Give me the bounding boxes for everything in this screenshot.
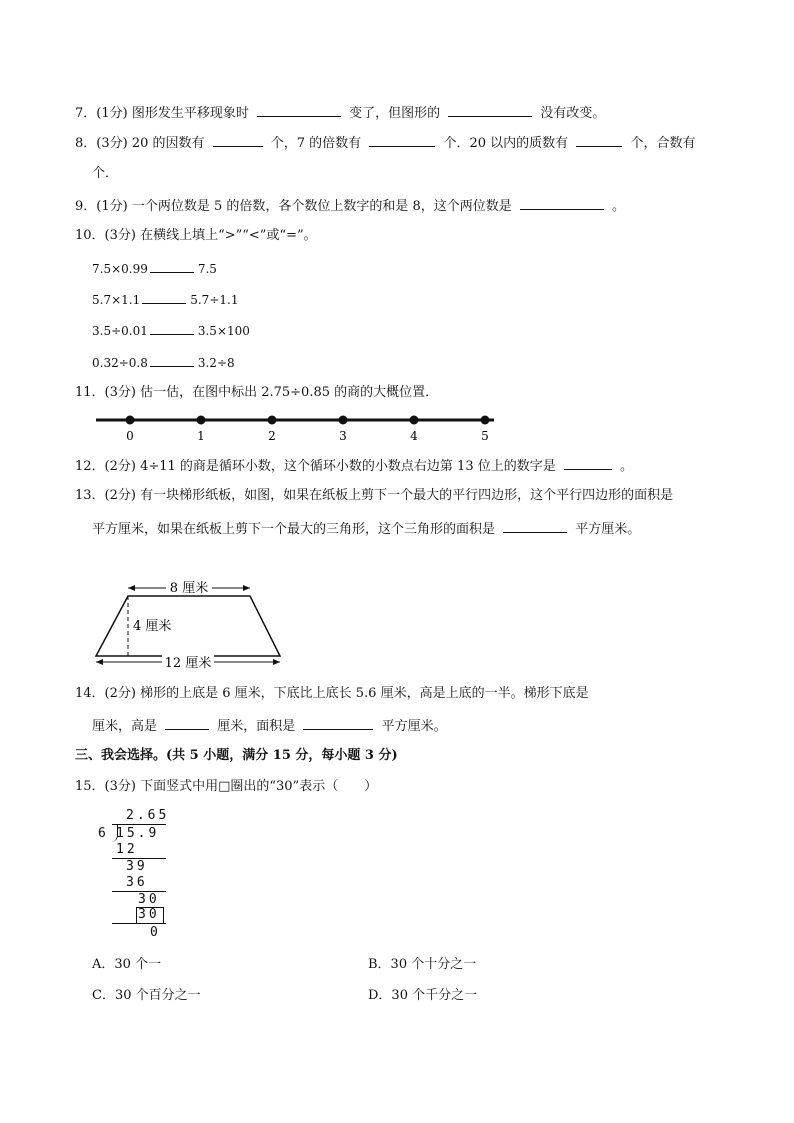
question-13-line2: 平方厘米，如果在纸板上剪下一个最大的三角形，这个三角形的面积是 平方厘米。	[92, 522, 641, 537]
step-highlighted: 30	[138, 907, 160, 922]
compare-row: 0.32÷0.8 3.2÷8	[92, 356, 235, 370]
number-line-point	[481, 416, 490, 425]
answer-blank[interactable]	[165, 717, 209, 730]
question-9: 9．(1分) 一个两位数是 5 的倍数，各个数位上数字的和是 8，这个两位数是 。	[75, 199, 626, 214]
number-line-point	[339, 416, 348, 425]
question-11-title: 11．(3分) 估一估，在图中标出 2.75÷0.85 的商的大概位置．	[75, 385, 439, 400]
question-8: 8．(3分) 20 的因数有 个，7 的倍数有 个．20 以内的质数有 个，合数有	[75, 136, 696, 151]
remainder: 0	[150, 925, 161, 940]
arrow-head	[128, 585, 135, 591]
answer-blank[interactable]	[142, 291, 186, 304]
answer-blank[interactable]	[564, 457, 612, 470]
answer-blank[interactable]	[369, 134, 435, 147]
question-7: 7．(1分) 图形发生平移现象时 变了，但图形的 没有改变。	[75, 106, 606, 121]
option-b[interactable]: B．30 个十分之一	[368, 957, 477, 972]
top-base-label: 8 厘米	[169, 581, 209, 596]
question-14-line2: 厘米，高是 厘米，面积是 平方厘米。	[92, 719, 447, 734]
number-line-point	[268, 416, 277, 425]
number-line-tick-label: 5	[481, 429, 489, 443]
number-line-point	[126, 416, 135, 425]
answer-blank[interactable]	[576, 134, 622, 147]
answer-blank[interactable]	[303, 717, 373, 730]
step: 30	[138, 892, 160, 907]
compare-row: 7.5×0.99 7.5	[92, 262, 217, 276]
step: 39	[126, 859, 148, 874]
long-division	[88, 806, 178, 946]
compare-row: 3.5÷0.01 3.5×100	[92, 324, 250, 338]
question-10-title: 10．(3分) 在横线上填上“>”“<”或“=”。	[75, 228, 317, 243]
option-d[interactable]: D．30 个千分之一	[368, 988, 478, 1003]
divisor: 6	[98, 826, 109, 841]
number-line-tick-label: 2	[268, 429, 276, 443]
number-line-tick-label: 1	[197, 429, 205, 443]
arrow-head	[243, 585, 250, 591]
quotient: 2.65	[126, 808, 170, 823]
question-14-line1: 14．(2分) 梯形的上底是 6 厘米，下底比上底长 5.6 厘米，高是上底的一半。梯形下底是	[75, 686, 589, 701]
number-line-tick-label: 0	[126, 429, 134, 443]
answer-blank[interactable]	[448, 104, 532, 117]
trapezoid-shape	[96, 596, 280, 656]
question-8-cont: 个．	[92, 166, 119, 181]
step: 36	[126, 875, 148, 890]
arrow-head	[273, 659, 280, 665]
trapezoid-figure	[88, 578, 288, 674]
answer-blank[interactable]	[213, 134, 263, 147]
answer-blank[interactable]	[520, 197, 604, 210]
number-line-tick-label: 3	[339, 429, 347, 443]
step: 12	[116, 842, 138, 857]
answer-blank[interactable]	[503, 520, 567, 533]
answer-blank[interactable]	[150, 354, 194, 367]
option-c[interactable]: C．30 个百分之一	[92, 988, 201, 1003]
number-line-point	[410, 416, 419, 425]
section-3-title: 三、我会选择。(共 5 小题，满分 15 分，每小题 3 分)	[75, 748, 398, 763]
arrow-head	[96, 659, 103, 665]
question-12: 12．(2分) 4÷11 的商是循环小数，这个循环小数的小数点右边第 13 位上的数字是 。	[75, 459, 634, 474]
question-13-line1: 13．(2分) 有一块梯形纸板，如图，如果在纸板上剪下一个最大的平行四边形，这个平行四边形的面积是	[75, 488, 674, 503]
number-line	[90, 406, 510, 446]
number-line-point	[197, 416, 206, 425]
bottom-base-label: 12 厘米	[164, 656, 212, 671]
option-a[interactable]: A．30 个一	[92, 957, 162, 972]
answer-blank[interactable]	[150, 260, 194, 273]
answer-blank[interactable]	[150, 322, 194, 335]
number-line-tick-label: 4	[410, 429, 418, 443]
compare-row: 5.7×1.1 5.7÷1.1	[92, 293, 239, 307]
dividend: 15.9	[116, 826, 160, 841]
answer-blank[interactable]	[257, 104, 341, 117]
height-label: 4 厘米	[133, 619, 172, 634]
question-15: 15．(3分) 下面竖式中用□圈出的“30”表示（ ）	[75, 779, 378, 794]
